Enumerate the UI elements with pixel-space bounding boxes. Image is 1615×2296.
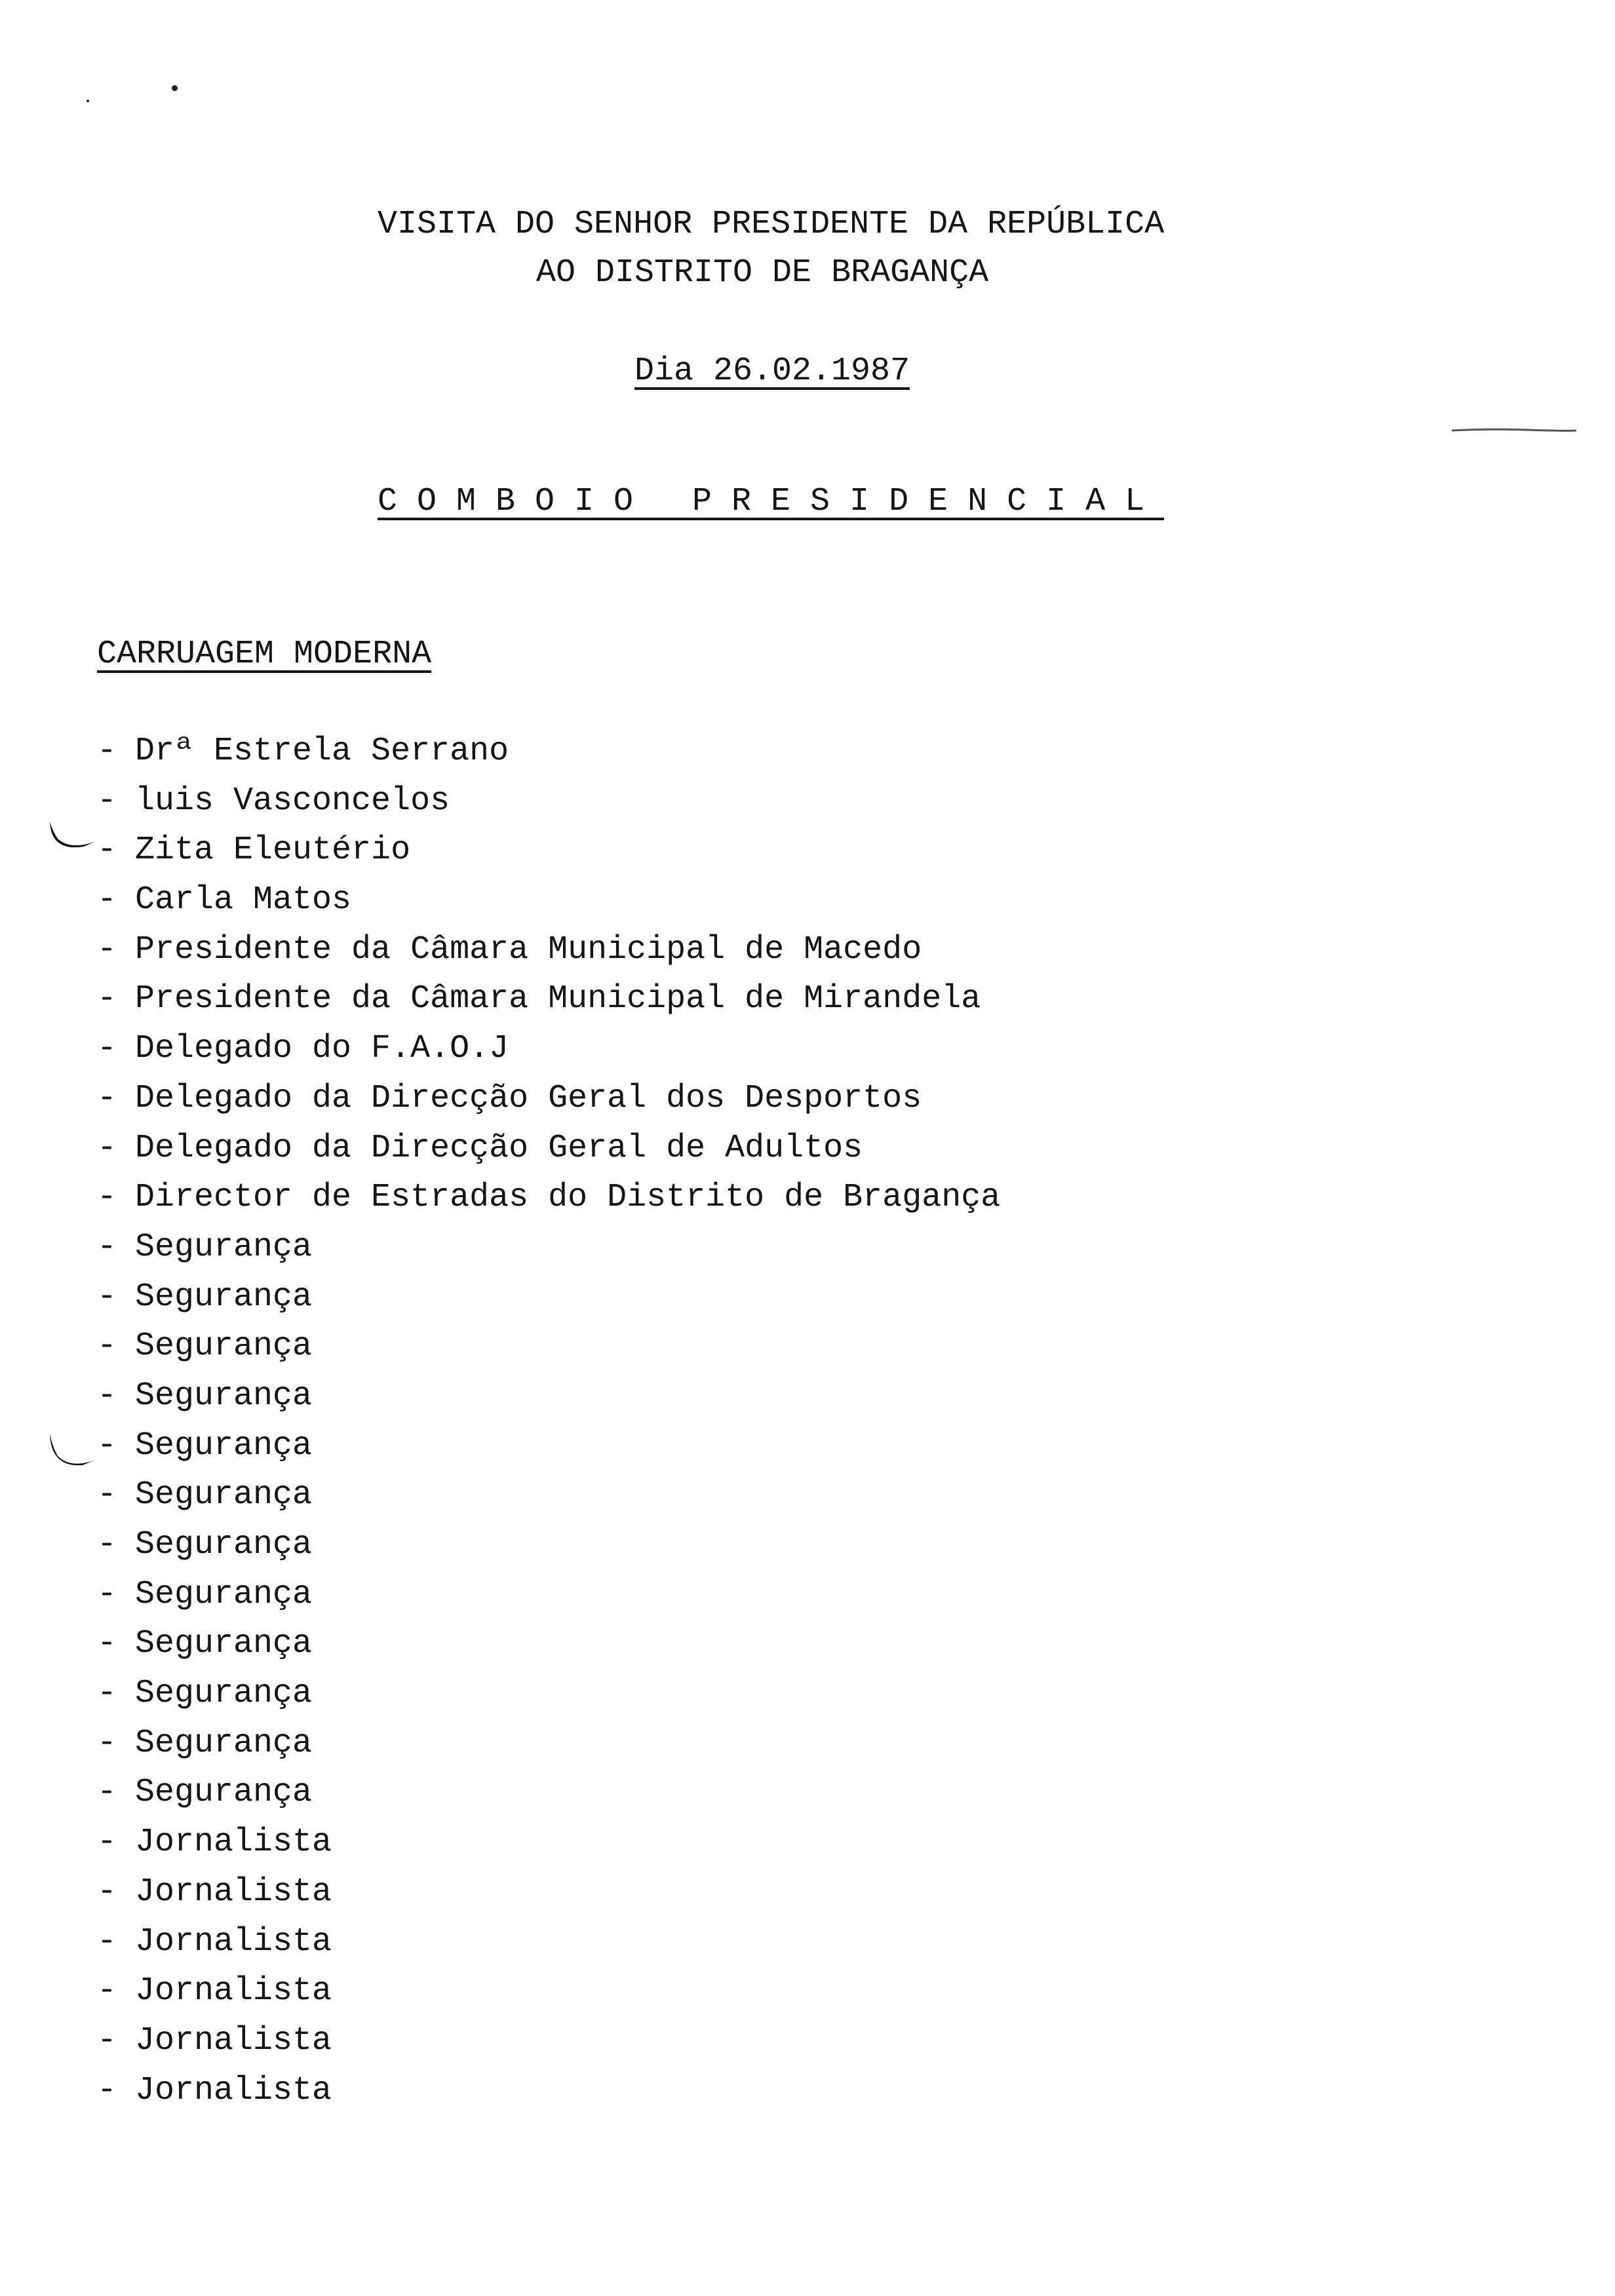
list-item	[97, 1768, 1000, 1818]
scan-smudge	[1449, 425, 1580, 435]
list-item-text: Jornalista	[135, 1972, 332, 2010]
list-item-text: Delegado do F.A.O.J	[135, 1030, 509, 1068]
bullet-dash: -	[97, 1079, 117, 1117]
bullet-dash: -	[97, 1179, 117, 1217]
bullet-dash: -	[97, 1228, 117, 1266]
bullet-dash: -	[97, 1526, 117, 1563]
bullet-dash: -	[97, 1476, 117, 1514]
bullet-dash: -	[97, 1377, 117, 1415]
list-item	[97, 925, 1000, 975]
list-item	[97, 1124, 1000, 1174]
list-item-text: Jornalista	[135, 1824, 332, 1862]
scan-speck	[172, 85, 178, 91]
list-item-text: Drª Estrela Serrano	[135, 733, 509, 770]
document-title: VISITA DO SENHOR PRESIDENTE DA REPÚBLICA	[378, 206, 1165, 243]
list-item-text: Segurança	[135, 1724, 313, 1762]
bullet-dash: -	[97, 1724, 117, 1762]
check-mark-icon	[45, 1428, 104, 1481]
list-item-text: luis Vasconcelos	[135, 782, 450, 820]
list-item	[97, 1421, 1000, 1471]
bullet-dash: -	[97, 1625, 117, 1663]
bullet-dash: -	[97, 1824, 117, 1862]
list-item-text: Jornalista	[135, 1923, 332, 1961]
list-item	[97, 1024, 1000, 1074]
list-item	[97, 1917, 1000, 1967]
bullet-dash: -	[97, 930, 117, 968]
list-item-text: Segurança	[135, 1476, 313, 1514]
list-item	[97, 1818, 1000, 1867]
list-item	[97, 1520, 1000, 1570]
list-item	[97, 1223, 1000, 1272]
check-mark-icon	[45, 819, 104, 858]
bullet-dash: -	[97, 1129, 117, 1167]
list-item	[97, 1570, 1000, 1620]
section-heading: COMBOIO PRESIDENCIAL	[378, 483, 1165, 520]
bullet-dash: -	[97, 782, 117, 820]
list-item-text: Jornalista	[135, 1873, 332, 1911]
list-item-text: Segurança	[135, 1228, 313, 1266]
list-item	[97, 1966, 1000, 2016]
document-date: Dia 26.02.1987	[634, 353, 910, 390]
list-item-text: Segurança	[135, 1278, 313, 1316]
bullet-dash: -	[97, 1675, 117, 1713]
list-item-text: Delegado da Direcção Geral de Adultos	[135, 1129, 863, 1167]
list-item-text: Carla Matos	[135, 881, 352, 919]
bullet-dash: -	[97, 1278, 117, 1316]
bullet-dash: -	[97, 1426, 117, 1464]
passenger-list	[97, 727, 1000, 2115]
bullet-dash: -	[97, 1873, 117, 1911]
list-item-text: Segurança	[135, 1675, 313, 1713]
list-item-text: Segurança	[135, 1377, 313, 1415]
list-item	[97, 1719, 1000, 1769]
bullet-dash: -	[97, 980, 117, 1018]
list-item-text: Segurança	[135, 1625, 313, 1663]
bullet-dash: -	[97, 2071, 117, 2109]
list-item-text: Director de Estradas do Distrito de Bragança	[135, 1179, 1001, 1217]
list-item-text: Presidente da Câmara Municipal de Macedo	[135, 930, 922, 968]
bullet-dash: -	[97, 1972, 117, 2010]
list-item	[97, 974, 1000, 1024]
scan-speck	[87, 100, 89, 102]
bullet-dash: -	[97, 1774, 117, 1812]
bullet-dash: -	[97, 1030, 117, 1068]
bullet-dash: -	[97, 832, 117, 870]
bullet-dash: -	[97, 2021, 117, 2059]
list-item-text: Segurança	[135, 1575, 313, 1613]
document-subtitle: AO DISTRITO DE BRAGANÇA	[536, 254, 989, 292]
list-item-text: Segurança	[135, 1774, 313, 1812]
list-item	[97, 2066, 1000, 2116]
list-item	[97, 727, 1000, 776]
bullet-dash: -	[97, 1923, 117, 1961]
list-item	[97, 1371, 1000, 1421]
list-item-text: Segurança	[135, 1526, 313, 1563]
list-item	[97, 1074, 1000, 1124]
bullet-dash: -	[97, 881, 117, 919]
bullet-dash: -	[97, 1328, 117, 1366]
list-item-text: Segurança	[135, 1328, 313, 1366]
list-item	[97, 1669, 1000, 1719]
bullet-dash: -	[97, 1575, 117, 1613]
list-item-text: Segurança	[135, 1426, 313, 1464]
bullet-dash: -	[97, 733, 117, 770]
list-item-text: Delegado da Direcção Geral dos Desportos	[135, 1079, 922, 1117]
list-item	[97, 1619, 1000, 1669]
list-item	[97, 2016, 1000, 2066]
list-item	[97, 1867, 1000, 1917]
list-item	[97, 875, 1000, 925]
list-item	[97, 1322, 1000, 1371]
carriage-heading: CARRUAGEM MODERNA	[97, 636, 432, 673]
list-item	[97, 826, 1000, 875]
list-item-text: Jornalista	[135, 2021, 332, 2059]
list-item	[97, 1272, 1000, 1322]
list-item-text: Zita Eleutério	[135, 832, 411, 870]
list-item-text: Jornalista	[135, 2071, 332, 2109]
list-item	[97, 776, 1000, 826]
list-item	[97, 1173, 1000, 1223]
list-item	[97, 1470, 1000, 1520]
list-item-text: Presidente da Câmara Municipal de Mirandela	[135, 980, 981, 1018]
